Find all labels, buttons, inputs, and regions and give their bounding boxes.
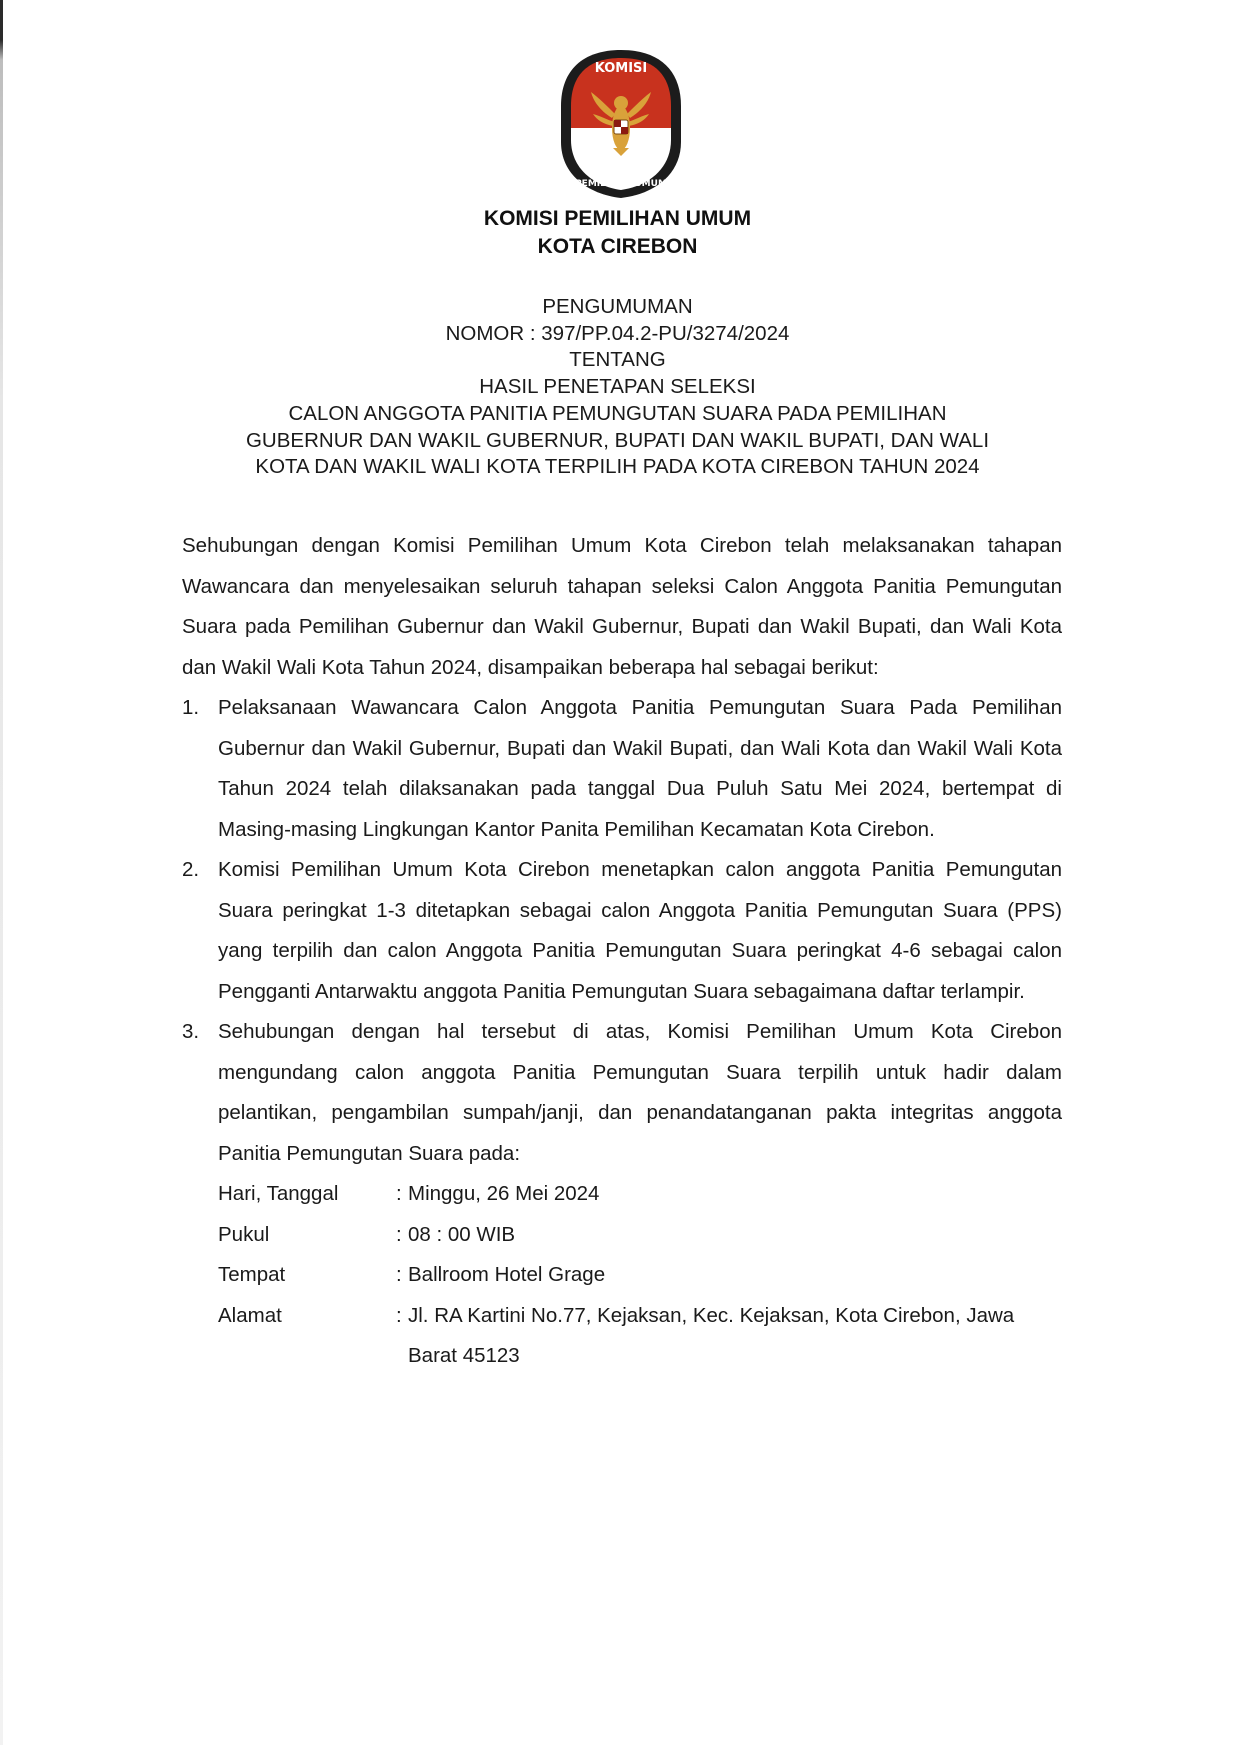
heading-subject-line1: HASIL PENETAPAN SELEKSI	[479, 375, 756, 399]
detail-value: Jl. RA Kartini No.77, Kejaksan, Kec. Kejaksan, Kota Cirebon, Jawa Barat 45123	[408, 1303, 1015, 1367]
list-item	[182, 1012, 1062, 1174]
heading-number: NOMOR : 397/PP.04.2-PU/3274/2024	[445, 321, 790, 345]
list-item	[182, 850, 1062, 1012]
detail-label: Alamat	[218, 1303, 282, 1327]
announcement-body	[182, 526, 1062, 1377]
heading-subject-line2: CALON ANGGOTA PANITIA PEMUNGUTAN SUARA PADA PEMILIHAN	[288, 401, 947, 425]
heading-title: PENGUMUMAN	[542, 295, 693, 318]
intro-paragraph: Sehubungan dengan Komisi Pemilihan Umum Kota Cirebon telah melaksanakan tahapan Wawancara dan menyelesaikan seluruh tahapan seleksi Calon Anggota Panitia Pemungutan Suara pada Pemilihan Gubernur dan Wakil Gubernur, Bupati dan Wakil Bupati, dan Wali Kota dan Wakil Wali Kota Tahun 2024, disampaikan beberapa hal sebagai berikut:	[182, 534, 1062, 679]
detail-label: Pukul	[218, 1222, 270, 1246]
list-item-number: 1.	[182, 696, 200, 719]
heading-about: TENTANG	[569, 348, 666, 372]
logo-top-text: KOMISI	[594, 61, 648, 76]
list-item-text: Sehubungan dengan hal tersebut di atas, Komisi Pemilihan Umum Kota Cirebon mengundang calon anggota Panitia Pemungutan Suara terpilih untuk hadir dalam pelantikan, pengambilan sumpah/janji, dan penandatanganan pakta integritas anggota Panitia Pemungutan Suara pada:	[218, 1020, 1062, 1165]
list-item-text: Pelaksanaan Wawancara Calon Anggota Panitia Pemungutan Suara Pada Pemilihan Gubernur dan Wakil Gubernur, Bupati dan Wakil Bupati, dan Wali Kota dan Wakil Wali Kota Tahun 2024 telah dilaksanakan pada tanggal Dua Puluh Satu Mei 2024, bertempat di Masing-masing Lingkungan Kantor Panita Pemilihan Kecamatan Kota Cirebon.	[218, 696, 1062, 841]
detail-separator: :	[396, 1222, 402, 1246]
heading-subject-line3: GUBERNUR DAN WAKIL GUBERNUR, BUPATI DAN WAKIL BUPATI, DAN WALI	[245, 428, 990, 452]
numbered-list	[182, 688, 1062, 1174]
list-item-text: Komisi Pemilihan Umum Kota Cirebon menetapkan calon anggota Panitia Pemungutan Suara peringkat 1-3 ditetapkan sebagai calon Anggota Panitia Pemungutan Suara (PPS) yang terpilih dan calon Anggota Panitia Pemungutan Suara peringkat 4-6 sebagai calon Pengganti Antarwaktu anggota Panitia Pemungutan Suara sebagaimana daftar terlampir.	[218, 858, 1062, 1003]
organization-name	[0, 205, 1235, 261]
org-name-line2: KOTA CIREBON	[537, 235, 698, 258]
detail-row-place	[218, 1255, 1062, 1296]
detail-value: Minggu, 26 Mei 2024	[408, 1182, 600, 1205]
list-item	[182, 688, 1062, 850]
detail-row-date	[218, 1174, 1062, 1215]
org-name-line1: KOMISI PEMILIHAN UMUM	[483, 207, 752, 230]
announcement-heading	[150, 294, 1085, 481]
detail-value: Ballroom Hotel Grage	[408, 1263, 606, 1286]
detail-row-time	[218, 1215, 1062, 1256]
detail-row-address	[218, 1296, 1062, 1377]
detail-label: Hari, Tanggal	[218, 1182, 339, 1205]
heading-subject-line4: KOTA DAN WAKIL WALI KOTA TERPILIH PADA KOTA CIREBON TAHUN 2024	[255, 455, 980, 479]
detail-value: 08 : 00 WIB	[408, 1222, 516, 1246]
event-details	[218, 1174, 1062, 1377]
detail-separator: :	[396, 1263, 402, 1286]
detail-separator: :	[396, 1182, 402, 1205]
detail-separator: :	[396, 1303, 402, 1327]
list-item-number: 3.	[182, 1020, 200, 1043]
detail-label: Tempat	[218, 1263, 286, 1286]
list-item-number: 2.	[182, 858, 200, 881]
logo-bottom-text: PEMILIHAN UMUM	[575, 179, 667, 189]
kpu-logo	[555, 48, 687, 200]
